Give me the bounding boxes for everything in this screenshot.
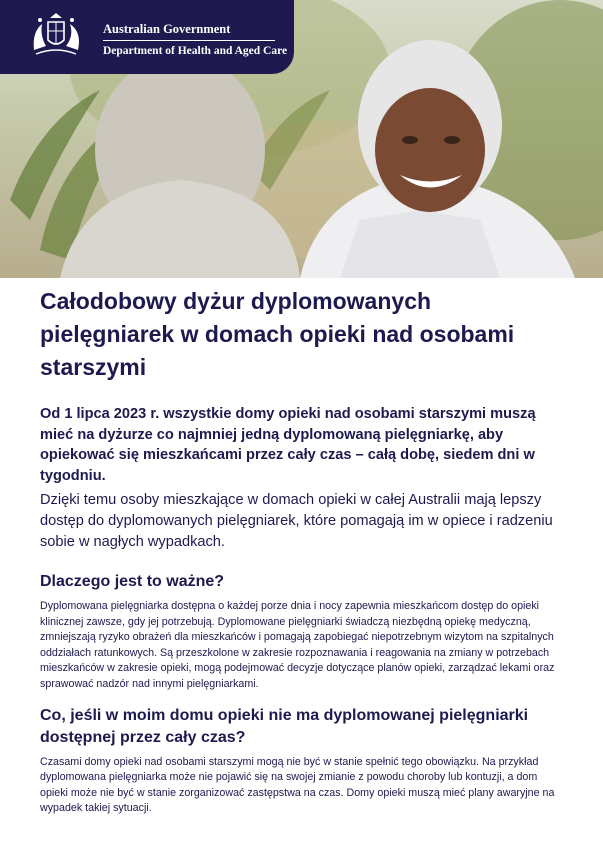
- page-title: Całodobowy dyżur dyplomowanych pielęgniarek w domach opieki nad osobami starszymi: [40, 288, 515, 380]
- intro-paragraph: Dzięki temu osoby mieszkające w domach opieki w całej Australii mają lepszy dostęp do dyplomowanych pielęgniarek, które pomagają im w opiece i radzeniu sobie w nagłych wypadkach.: [40, 492, 553, 550]
- document-body: [40, 285, 568, 817]
- section-heading-why: Dlaczego jest to ważne?: [40, 573, 225, 590]
- government-header: [0, 0, 294, 74]
- government-name: Australian Government: [103, 22, 231, 36]
- lead-paragraph: Od 1 lipca 2023 r. wszystkie domy opieki nad osobami starszymi muszą mieć na dyżurze co najmniej jedną dyplomowaną pielęgniarkę, aby opiekować się mieszkańcami przez cały czas – całą dobę, siedem dni w tygodniu.: [40, 406, 536, 484]
- section-body-why: Dyplomowana pielęgniarka dostępna o każdej porze dnia i nocy zapewnia mieszkańcom dostęp do opieki klinicznej zawsze, gdy jej potrzebują. Dyplomowane pielęgniarki świadczą niezbędną opiekę medyczną, zmniejszają ryzyko obrażeń dla mieszkańców i pomagają zapobiegać niepotrzebnym wizytom na szpitalnych oddziałach ratunkowych. Są przeszkolone w zakresie rozpoznawania i reagowania na zmiany w potrzebach mieszkańców w zakresie opieki, mogą podejmować decyzje dotyczące planów opieki, zarządzać lekami oraz sprawować nadzór nad innymi pielęgniarkami.: [40, 600, 555, 690]
- hero-image: [0, 0, 603, 278]
- section-body-no-nurse: Czasami domy opieki nad osobami starszymi mogą nie być w stanie spełnić tego obowiązku. Na przykład dyplomowana pielęgniarka może nie pojawić się na swojej zmianie z powodu choroby lub kontuzji, a dom opieki może nie być w stanie zorganizować zastępstwa na czas. Domy opieki muszą mieć plany awaryjne na wypadek takiej sytuacji.: [40, 755, 555, 815]
- header-divider: [103, 40, 275, 41]
- department-name: Department of Health and Aged Care: [103, 45, 288, 57]
- section-heading-no-nurse: Co, jeśli w moim domu opieki nie ma dyplomowanej pielęgniarki dostępnej przez cały czas?: [40, 706, 529, 746]
- coat-of-arms-icon: [26, 10, 86, 60]
